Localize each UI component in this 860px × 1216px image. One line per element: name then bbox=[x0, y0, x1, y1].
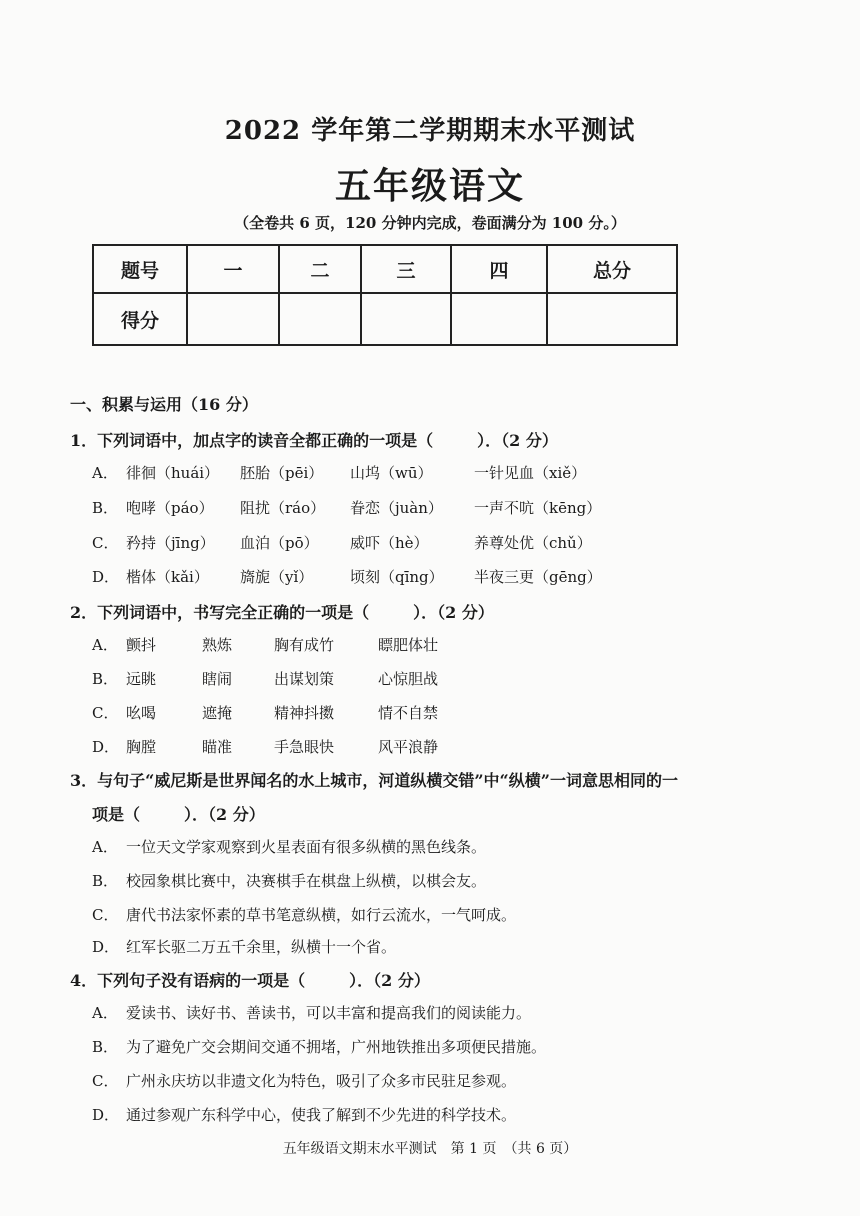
score-entry-total[interactable] bbox=[547, 293, 677, 345]
option-word: 精神抖擞 bbox=[274, 704, 335, 722]
option-letter: D． bbox=[92, 568, 120, 586]
option-word: 一声不吭（kēng） bbox=[474, 499, 602, 517]
option-word: 情不自禁 bbox=[378, 704, 439, 722]
option-letter: D． bbox=[92, 938, 120, 956]
option-word: 出谋划策 bbox=[274, 670, 335, 688]
option-word: 瞎闹 bbox=[202, 670, 233, 688]
option-word: 血泊（pō） bbox=[240, 534, 319, 552]
question-points: ）．（2 分） bbox=[477, 431, 558, 450]
option-word: 山坞（wū） bbox=[350, 464, 433, 482]
score-table-score-row bbox=[93, 293, 677, 345]
question-4-option-a[interactable] bbox=[92, 1002, 531, 1023]
option-word: 远眺 bbox=[126, 670, 157, 688]
option-text: 唐代书法家怀素的草书笔意纵横，如行云流水，一气呵成。 bbox=[126, 906, 517, 924]
option-text: 校园象棋比赛中，决赛棋手在棋盘上纵横，以棋会友。 bbox=[126, 872, 487, 890]
option-text: 红军长驱二万五千余里，纵横十一个省。 bbox=[126, 938, 397, 956]
score-cell-label: 题号 bbox=[93, 245, 187, 293]
option-letter: C． bbox=[92, 906, 119, 924]
question-4-stem bbox=[70, 968, 430, 991]
question-points: ）．（2 分） bbox=[184, 805, 265, 824]
option-word: 胚胎（pēi） bbox=[240, 464, 324, 482]
score-entry-q2[interactable] bbox=[279, 293, 361, 345]
option-letter: A． bbox=[92, 838, 118, 856]
page-footer: 五年级语文期末水平测试 第 1 页 （共 6 页） bbox=[282, 1141, 578, 1157]
option-letter: B． bbox=[92, 872, 119, 890]
question-text: 1．下列词语中，加点字的读音全都正确的一项是（ bbox=[70, 431, 434, 450]
section-heading: 一、积累与运用（16 分） bbox=[70, 395, 258, 414]
option-text: 为了避免广交会期间交通不拥堵，广州地铁推出多项便民措施。 bbox=[126, 1038, 547, 1056]
option-word: 眷恋（juàn） bbox=[350, 499, 443, 517]
option-word: 养尊处优（chǔ） bbox=[474, 534, 592, 552]
option-word: 瞄准 bbox=[202, 738, 233, 756]
option-word: 阻扰（ráo） bbox=[240, 499, 326, 517]
exam-note: （全卷共 6 页，120 分钟内完成，卷面满分为 100 分。） bbox=[234, 214, 626, 232]
score-entry-q1[interactable] bbox=[187, 293, 279, 345]
score-cell-q2: 二 bbox=[279, 245, 361, 293]
option-word: 颤抖 bbox=[126, 636, 157, 654]
score-entry-q3[interactable] bbox=[361, 293, 451, 345]
option-word: 咆哮（páo） bbox=[126, 499, 214, 517]
option-word: 熟炼 bbox=[202, 636, 233, 654]
option-letter: B． bbox=[92, 670, 119, 688]
option-letter: D． bbox=[92, 738, 120, 756]
score-row-label: 得分 bbox=[93, 293, 187, 345]
question-1-option-c[interactable] bbox=[92, 532, 592, 553]
question-4-option-c[interactable] bbox=[92, 1070, 516, 1091]
option-word: 矜持（jīng） bbox=[126, 534, 215, 552]
exam-title: 2022 学年第二学期期末水平测试 bbox=[224, 116, 636, 146]
option-letter: A． bbox=[92, 636, 118, 654]
option-word: 顷刻（qīng） bbox=[350, 568, 444, 586]
question-2-stem bbox=[70, 600, 494, 623]
option-letter: C． bbox=[92, 1072, 119, 1090]
question-3-option-b[interactable] bbox=[92, 870, 486, 891]
option-word: 遮掩 bbox=[202, 704, 233, 722]
option-letter: B． bbox=[92, 1038, 119, 1056]
question-points: ）．（2 分） bbox=[413, 603, 494, 622]
question-4-option-d[interactable] bbox=[92, 1104, 516, 1125]
option-letter: A． bbox=[92, 464, 118, 482]
option-word: 半夜三更（gēng） bbox=[474, 568, 602, 586]
score-entry-q4[interactable] bbox=[451, 293, 547, 345]
question-2-option-c[interactable] bbox=[92, 702, 439, 723]
question-1-stem bbox=[70, 428, 558, 451]
question-1-option-d[interactable] bbox=[92, 566, 602, 587]
score-table bbox=[92, 244, 678, 346]
question-3-stem-continued bbox=[92, 802, 265, 825]
option-word: 旖旎（yǐ） bbox=[240, 568, 314, 586]
question-2-option-d[interactable] bbox=[92, 736, 439, 757]
option-word: 威吓（hè） bbox=[350, 534, 429, 552]
question-text: 2．下列词语中，书写完全正确的一项是（ bbox=[70, 603, 370, 622]
score-table-header-row bbox=[93, 245, 677, 293]
question-points: ）．（2 分） bbox=[349, 971, 430, 990]
option-letter: D． bbox=[92, 1106, 120, 1124]
question-text: 项是（ bbox=[92, 805, 141, 824]
option-text: 通过参观广东科学中心，使我了解到不少先进的科学技术。 bbox=[126, 1106, 517, 1124]
option-word: 手急眼快 bbox=[274, 738, 335, 756]
question-3-option-d[interactable] bbox=[92, 936, 396, 957]
score-cell-total: 总分 bbox=[547, 245, 677, 293]
option-word: 徘徊（huái） bbox=[126, 464, 220, 482]
score-cell-q4: 四 bbox=[451, 245, 547, 293]
option-word: 风平浪静 bbox=[378, 738, 439, 756]
question-3-option-c[interactable] bbox=[92, 904, 516, 925]
option-word: 瞟肥体壮 bbox=[378, 636, 439, 654]
question-2-option-a[interactable] bbox=[92, 634, 439, 655]
question-2-option-b[interactable] bbox=[92, 668, 439, 689]
option-word: 胸膛 bbox=[126, 738, 157, 756]
score-cell-q1: 一 bbox=[187, 245, 279, 293]
option-letter: C． bbox=[92, 534, 119, 552]
option-letter: C． bbox=[92, 704, 119, 722]
question-3-stem: 3．与句子“威尼斯是世界闻名的水上城市，河道纵横交错”中“纵横”一词意思相同的一 bbox=[70, 771, 678, 790]
score-cell-q3: 三 bbox=[361, 245, 451, 293]
question-3-option-a[interactable] bbox=[92, 836, 486, 857]
question-4-option-b[interactable] bbox=[92, 1036, 546, 1057]
question-text: 4．下列句子没有语病的一项是（ bbox=[70, 971, 306, 990]
option-letter: B． bbox=[92, 499, 119, 517]
option-word: 一针见血（xiě） bbox=[474, 464, 587, 482]
option-word: 楷体（kǎi） bbox=[126, 568, 209, 586]
option-word: 心惊胆战 bbox=[378, 670, 439, 688]
exam-subject: 五年级语文 bbox=[334, 165, 525, 207]
question-1-option-b[interactable] bbox=[92, 497, 602, 518]
option-letter: A． bbox=[92, 1004, 118, 1022]
option-text: 爱读书、读好书、善读书，可以丰富和提高我们的阅读能力。 bbox=[126, 1004, 532, 1022]
option-word: 胸有成竹 bbox=[274, 636, 335, 654]
option-text: 一位天文学家观察到火星表面有很多纵横的黑色线条。 bbox=[126, 838, 487, 856]
question-1-option-a[interactable] bbox=[92, 462, 587, 483]
option-text: 广州永庆坊以非遗文化为特色，吸引了众多市民驻足参观。 bbox=[126, 1072, 517, 1090]
option-word: 吆喝 bbox=[126, 704, 157, 722]
